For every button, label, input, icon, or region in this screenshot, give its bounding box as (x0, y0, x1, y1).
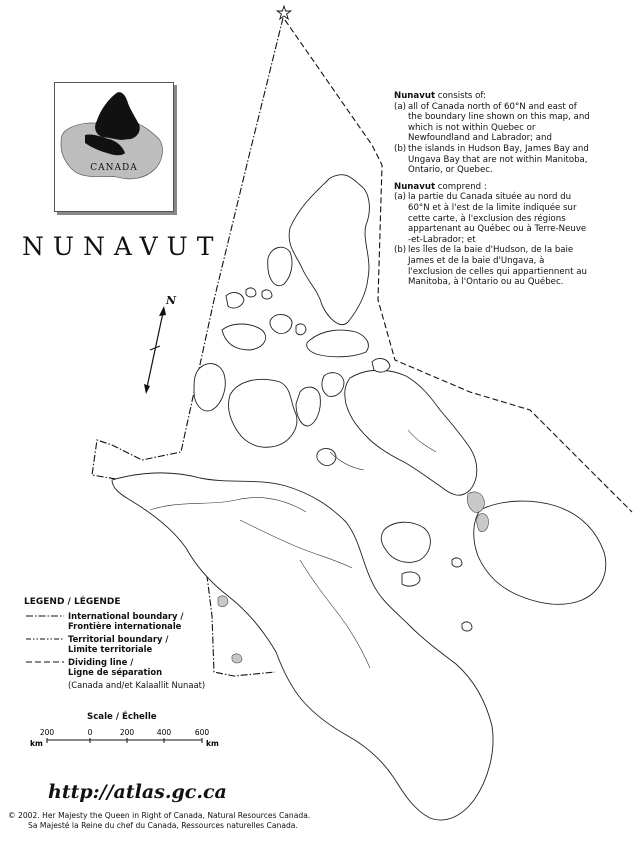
ungava-peninsula (474, 501, 606, 604)
prince-of-wales-island (296, 387, 320, 426)
victoria-island (228, 379, 296, 447)
north-label: N (166, 294, 177, 307)
small-island-2 (262, 290, 272, 299)
legend-item-dividing: Dividing line / Ligne de séparation (24, 657, 254, 677)
notes-en-item-a: (a) all of Canada north of 60°N and east of the boundary line shown on this map, and which is not within Quebec or Newfoundland and Labrador; and (394, 101, 590, 144)
southampton-island (381, 522, 430, 562)
scale-title: Scale / Échelle (87, 712, 157, 722)
coats-island (402, 572, 420, 586)
notes-fr-lead: Nunavut comprend : (394, 181, 487, 192)
dividing-line-symbol-icon (24, 657, 68, 667)
nunavut-shape (95, 92, 139, 139)
inset-locator-map (54, 82, 174, 212)
copyright (8, 811, 388, 831)
legend-heading: LEGEND / LÉGENDE (24, 597, 121, 607)
bylot-island (372, 359, 390, 373)
baffin-island (345, 370, 477, 495)
copyright-line-2: Sa Majesté la Reine du chef du Canada, Ressources naturelles Canada. (28, 821, 298, 830)
axel-heiberg-island (268, 247, 292, 286)
atlas-url: http://atlas.gc.ca (48, 781, 227, 803)
canada-inset-svg (55, 83, 173, 211)
scale-unit-left: km (30, 739, 43, 748)
scale-tick-2: 200 (119, 728, 135, 737)
melville-island (222, 324, 266, 350)
north-arrow-icon (138, 304, 172, 396)
ellesmere-island (289, 175, 369, 325)
scale-bar-graphic (30, 726, 220, 754)
lake-2 (477, 514, 489, 532)
banks-island (194, 364, 225, 411)
legend-item-international: International boundary / Frontière internationale (24, 611, 254, 631)
scale-unit-right: km (206, 739, 219, 748)
page-title: NUNAVUT (22, 232, 223, 261)
international-boundary-symbol-icon (24, 611, 68, 621)
devon-island (307, 330, 369, 357)
prince-patrick-island (226, 293, 244, 308)
belcher-islands (462, 622, 472, 631)
cornwallis-island (296, 324, 306, 335)
scale-tick-0: 200 (39, 728, 55, 737)
somerset-island (322, 373, 344, 397)
lake-1 (467, 492, 484, 512)
notes-fr-item-a: (a) la partie du Canada située au nord du 60°N et à l'est de la limite indiquée sur cette carte, à l'exclusion des régions appartenant au Québec ou à Terre-Neuve -et-Labrador; et (394, 192, 587, 245)
territorial-boundary-symbol-icon (24, 634, 68, 644)
king-william-island (317, 449, 336, 466)
legend-dividing-note: (Canada and/et Kalaallit Nunaat) (68, 680, 206, 690)
legend (24, 597, 254, 690)
inset-label: CANADA (90, 163, 138, 173)
notes-fr-item-b: (b) les îles de la baie d'Hudson, de la baie James et de la baie d'Ungava, à l'exclusion de celles qui appartiennent au Manitoba, à l'Ontario ou au Québec. (394, 245, 587, 288)
scale-tick-4: 600 (194, 728, 210, 737)
notes-en-item-b: (b) the islands in Hudson Bay, James Bay and Ungava Bay that are not within Manitoba, Ontario, or Quebec. (394, 143, 589, 176)
small-island-1 (246, 288, 256, 297)
mansel-island (452, 558, 462, 567)
copyright-line-1: © 2002. Her Majesty the Queen in Right of Canada, Natural Resources Canada. (8, 811, 311, 820)
scale-tick-1: 0 (87, 728, 93, 737)
north-pole-star-icon (277, 6, 291, 19)
notes-en-lead: Nunavut consists of: (394, 91, 487, 101)
legend-item-territorial: Territorial boundary / Limite territoriale (24, 634, 254, 654)
scale-tick-3: 400 (156, 728, 172, 737)
bathurst-island (270, 315, 292, 334)
definition-notes (394, 91, 590, 288)
